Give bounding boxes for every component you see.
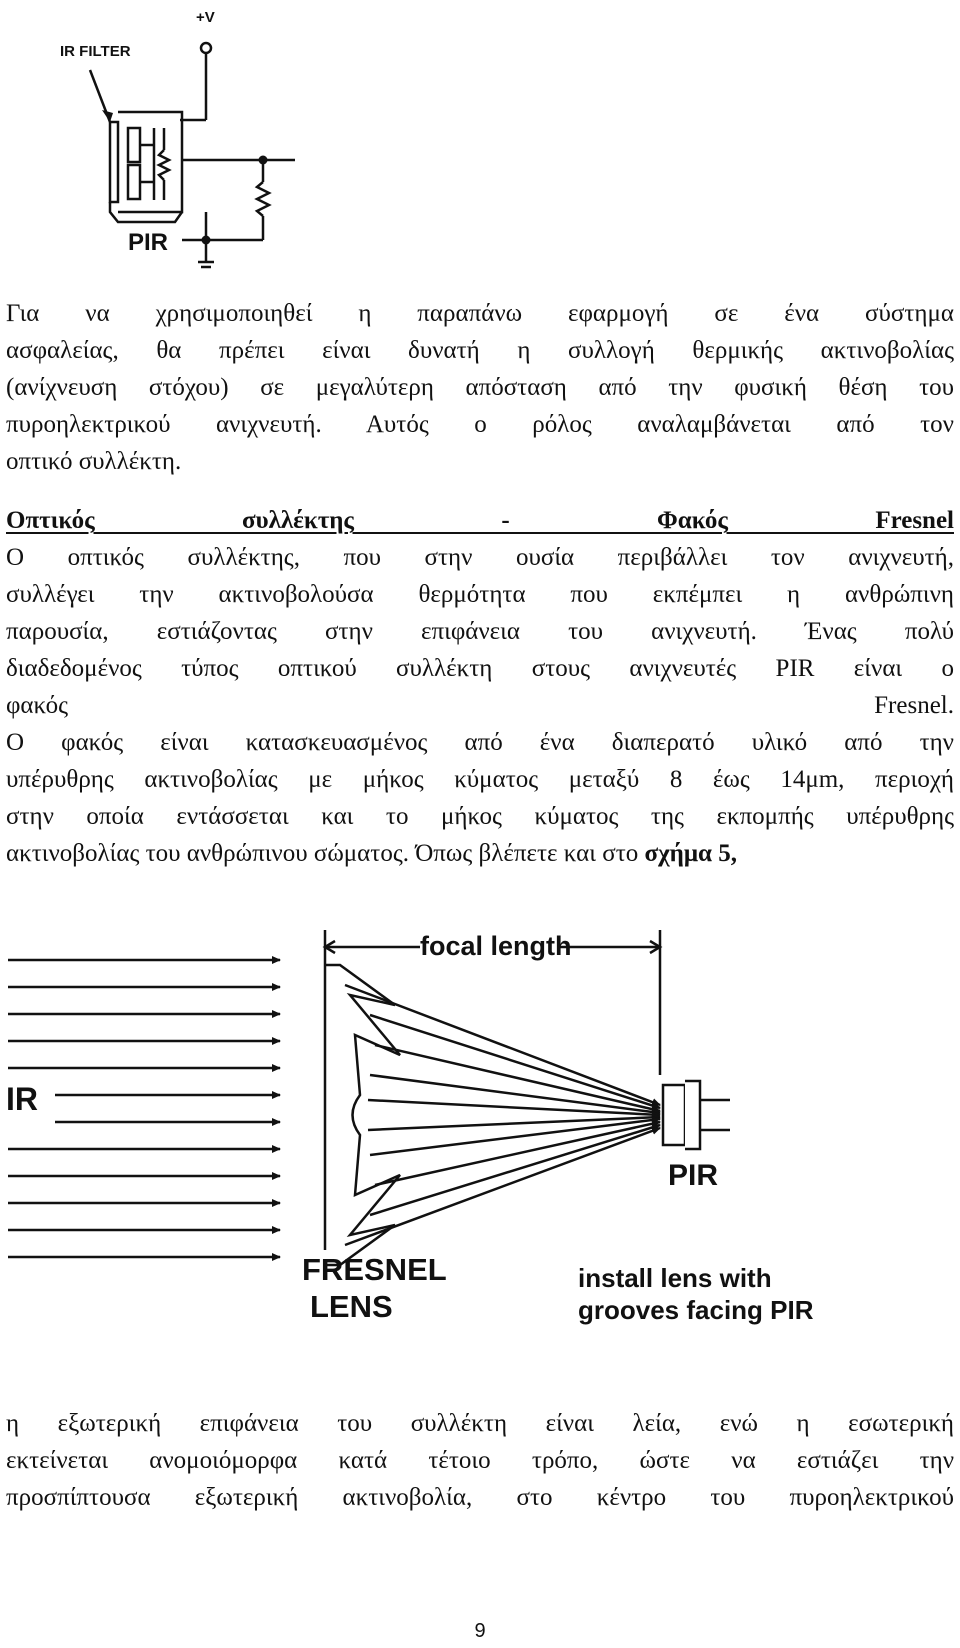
text-line: υπέρυθρης ακτινοβολίας με μήκος κύματος μεταξύ 8 έως 14μm, περιοχή	[6, 766, 954, 793]
text-line: Ο φακός είναι κατασκευασμένος από ένα διαπερατό υλικό από την	[6, 729, 954, 756]
text-line: πυροηλεκτρικού ανιχνευτή. Αυτός ο ρόλος αναλαμβάνεται από τον	[6, 411, 954, 438]
section-heading: Οπτικός συλλέκτης - Φακός Fresnel	[6, 507, 954, 534]
text-line	[6, 835, 954, 872]
text-line: η εξωτερική επιφάνεια του συλλέκτη είναι λεία, ενώ η εσωτερική	[6, 1410, 954, 1437]
paragraph-lens-surface	[6, 1405, 954, 1516]
focal-length-label: focal length	[420, 931, 572, 961]
text-line: Ο οπτικός συλλέκτης, που στην ουσία περιβάλλει τον ανιχνευτή,	[6, 544, 954, 571]
pir-circuit-diagram	[60, 0, 320, 282]
paragraph-optical-collector	[6, 539, 954, 872]
text-line: οπτικό συλλέκτη.	[6, 448, 182, 475]
fresnel-lens-diagram	[0, 905, 960, 1380]
install-note-line2: grooves facing PIR	[578, 1295, 814, 1325]
supply-label: +V	[196, 9, 215, 26]
ir-label: IR	[6, 1081, 38, 1117]
text-line: (ανίχνευση στόχου) σε μεγαλύτερη απόσταση από την φυσική θέση του	[6, 374, 954, 401]
text-line: φακός Fresnel.	[6, 692, 954, 719]
text-line: ασφαλείας, θα πρέπει είναι δυνατή η συλλογή θερμικής ακτινοβολίας	[6, 337, 954, 364]
text-line: Για να χρησιμοποιηθεί η παραπάνω εφαρμογή σε ένα σύστημα	[6, 300, 954, 327]
ir-filter-label: IR FILTER	[60, 43, 131, 60]
text-line: στην οποία εντάσσεται και το μήκος κύματος της εκπομπής υπέρυθρης	[6, 803, 954, 830]
text-line: προσπίπτουσα εξωτερική ακτινοβολία, στο κέντρο του πυροηλεκτρικού	[6, 1484, 954, 1511]
install-note-line1: install lens with	[578, 1263, 772, 1293]
page-number: 9	[474, 1620, 486, 1642]
fresnel-lens-label-line1: FRESNEL	[302, 1252, 447, 1287]
fresnel-lens-label-line2: LENS	[310, 1289, 393, 1324]
pir-sensor-label: PIR	[668, 1159, 719, 1192]
text-line: συλλέγει την ακτινοβολούσα θερμότητα που εκπέμπει η ανθρώπινη	[6, 581, 954, 608]
paragraph-intro	[6, 295, 954, 480]
text-line: παρουσία, εστιάζοντας στην επιφάνεια του ανιχνευτή. Ένας πολύ	[6, 618, 954, 645]
pir-label: PIR	[128, 229, 169, 256]
text-span: ακτινοβολίας του ανθρώπινου σώματος. Όπως βλέπετε και στο	[6, 840, 639, 867]
text-line: εκτείνεται ανομοιόμορφα κατά τέτοιο τρόπο, ώστε να εστιάζει την	[6, 1447, 954, 1474]
figure-reference: σχήμα 5,	[644, 840, 737, 867]
text-line: διαδεδομένος τύπος οπτικού συλλέκτη στους ανιχνευτές PIR είναι ο	[6, 655, 954, 682]
